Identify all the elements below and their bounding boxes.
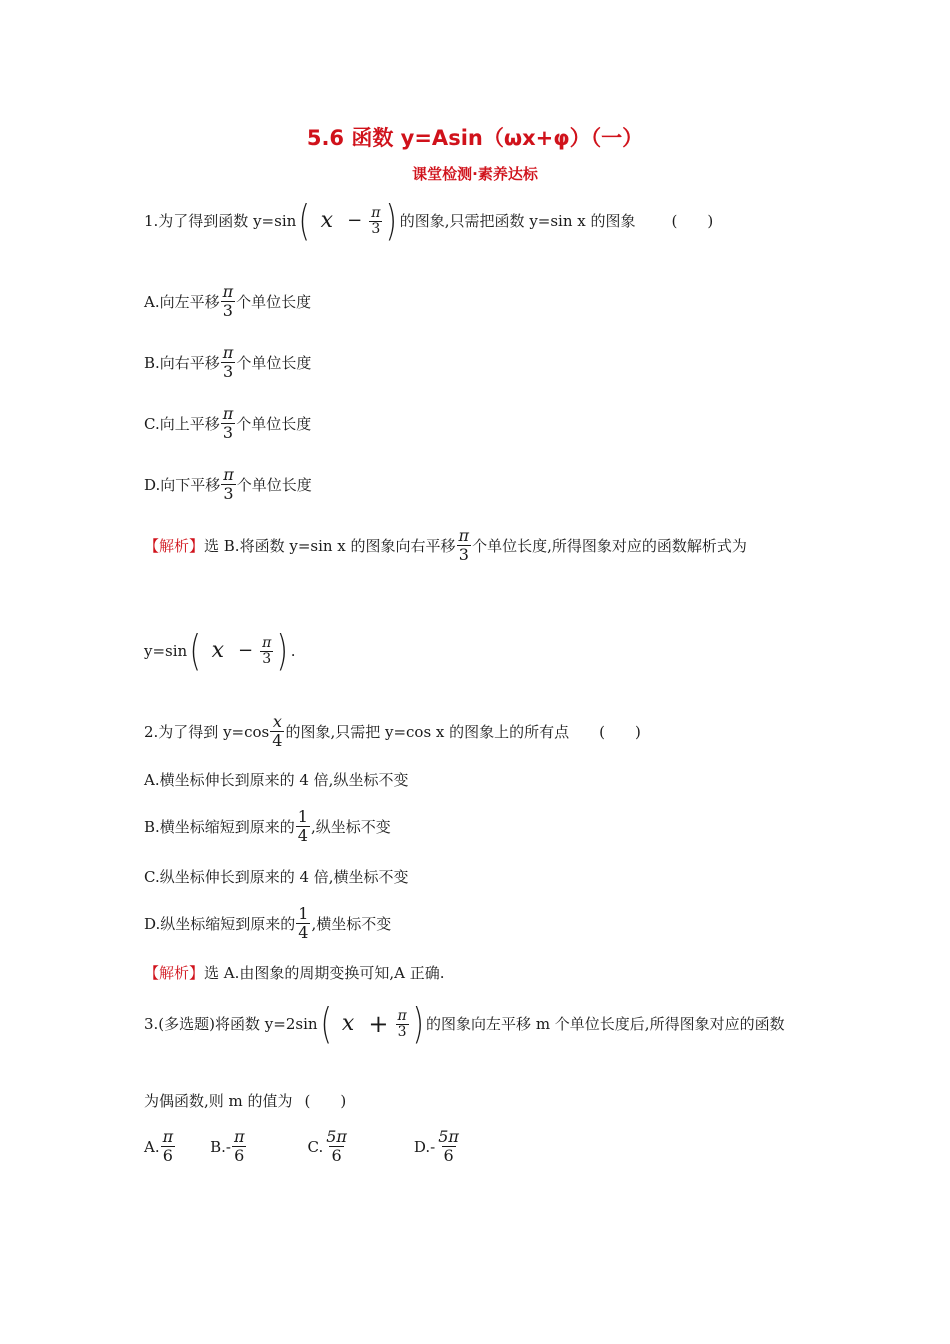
analysis-tag: 【解析】 <box>144 964 205 982</box>
fraction-pi-over-3: $\frac{\pi}{3}$ <box>458 526 470 564</box>
question-2: 2.为了得到 y=cos $\frac{x}{4}$ 的图象,只需把 y=cos x 的图象上的所有点 ( ) <box>144 712 641 750</box>
page-title: 5.6 函数 y=Asin（ωx+φ）（一） <box>306 126 644 150</box>
q1-option-a: A.向左平移 $\frac{\pi}{3}$ 个单位长度 <box>144 282 312 320</box>
math-x: 𝑥 <box>320 208 334 233</box>
math-plus: + <box>368 1010 389 1038</box>
q2-analysis: 【解析】 选 A.由图象的周期变换可知,A 正确. <box>144 964 445 982</box>
fraction-pi-over-3: $\frac{\pi}{3}$ <box>262 634 272 667</box>
fraction-1-over-4: $\frac{1}{4}$ <box>298 904 309 942</box>
math-minus: − <box>347 210 363 231</box>
left-paren: ( <box>189 626 202 675</box>
q3-option-d: D.- $\frac{5\pi}{6}$ <box>413 1127 459 1165</box>
q1-option-d: D.向下平移 $\frac{\pi}{3}$ 个单位长度 <box>144 465 312 503</box>
q3-stem-line2: 为偶函数,则 m 的值为 ( ) <box>144 1092 347 1110</box>
fraction-5pi-over-6: $\frac{5\pi}{6}$ <box>326 1127 347 1165</box>
math-x: 𝑥 <box>341 1011 355 1036</box>
fraction-pi-over-3: $\frac{\pi}{3}$ <box>222 404 234 442</box>
answer-blank: ( ) <box>671 212 714 230</box>
q3-option-c: C. $\frac{5\pi}{6}$ <box>307 1127 347 1165</box>
q1-analysis: 【解析】 选 B.将函数 y=sin x 的图象向右平移 $\frac{\pi}{3}$ 个单位长度,所得图象对应的函数解析式为 <box>144 526 747 564</box>
left-paren: ( <box>298 196 311 245</box>
q3-option-a: A. $\frac{\pi}{6}$ <box>144 1127 174 1165</box>
right-paren: ) <box>385 196 398 245</box>
math-minus: − <box>238 640 254 661</box>
right-paren: ) <box>412 999 424 1048</box>
answer-blank: ( ) <box>304 1092 347 1110</box>
q1-option-b: B.向右平移 $\frac{\pi}{3}$ 个单位长度 <box>144 343 312 381</box>
math-x: 𝑥 <box>211 638 225 663</box>
q2-option-b: B.横坐标缩短到原来的 $\frac{1}{4}$ ,纵坐标不变 <box>144 807 391 845</box>
q1-stem-post: 的图象,只需把函数 y=sin x 的图象 <box>399 212 636 230</box>
fraction-pi-over-6: $\frac{\pi}{6}$ <box>233 1127 245 1165</box>
q3-option-b: B.- $\frac{\pi}{6}$ <box>210 1127 245 1165</box>
fraction-pi-over-3: $\frac{\pi}{3}$ <box>397 1007 407 1040</box>
q2-option-c: C.纵坐标伸长到原来的 4 倍,横坐标不变 <box>144 868 409 886</box>
question-3: 3.(多选题)将函数 y=2sin ( 𝑥 + $\frac{\pi}{3}$ ) 的图象向左平移 m 个单位长度后,所得图象对应的函数 <box>144 999 785 1048</box>
analysis-tag: 【解析】 <box>144 536 205 555</box>
fraction-1-over-4: $\frac{1}{4}$ <box>297 807 308 845</box>
answer-blank: ( ) <box>599 722 641 741</box>
q3-options <box>144 1128 496 1165</box>
q1-analysis-formula: y=sin ( 𝑥 − $\frac{\pi}{3}$ ) . <box>144 626 296 675</box>
q1-option-c: C.向上平移 $\frac{\pi}{3}$ 个单位长度 <box>144 404 312 442</box>
fraction-5pi-over-6: $\frac{5\pi}{6}$ <box>438 1127 459 1165</box>
fraction-pi-over-3: $\frac{\pi}{3}$ <box>222 343 234 381</box>
question-1 <box>144 196 714 245</box>
q2-option-a: A.横坐标伸长到原来的 4 倍,纵坐标不变 <box>144 771 409 789</box>
fraction-pi-over-6: $\frac{\pi}{6}$ <box>162 1127 174 1165</box>
fraction-x-over-4: $\frac{x}{4}$ <box>272 712 283 750</box>
fraction-pi-over-3: $\frac{\pi}{3}$ <box>222 282 234 320</box>
right-paren: ) <box>276 626 289 675</box>
section-subtitle: 课堂检测·素养达标 <box>412 165 538 183</box>
fraction-pi-over-3: $\frac{\pi}{3}$ <box>371 204 381 237</box>
q2-option-d: D.纵坐标缩短到原来的 $\frac{1}{4}$ ,横坐标不变 <box>144 904 392 942</box>
q1-stem-pre: 1.为了得到函数 y=sin <box>144 212 297 230</box>
left-paren: ( <box>319 999 332 1048</box>
fraction-pi-over-3: $\frac{\pi}{3}$ <box>223 465 234 503</box>
